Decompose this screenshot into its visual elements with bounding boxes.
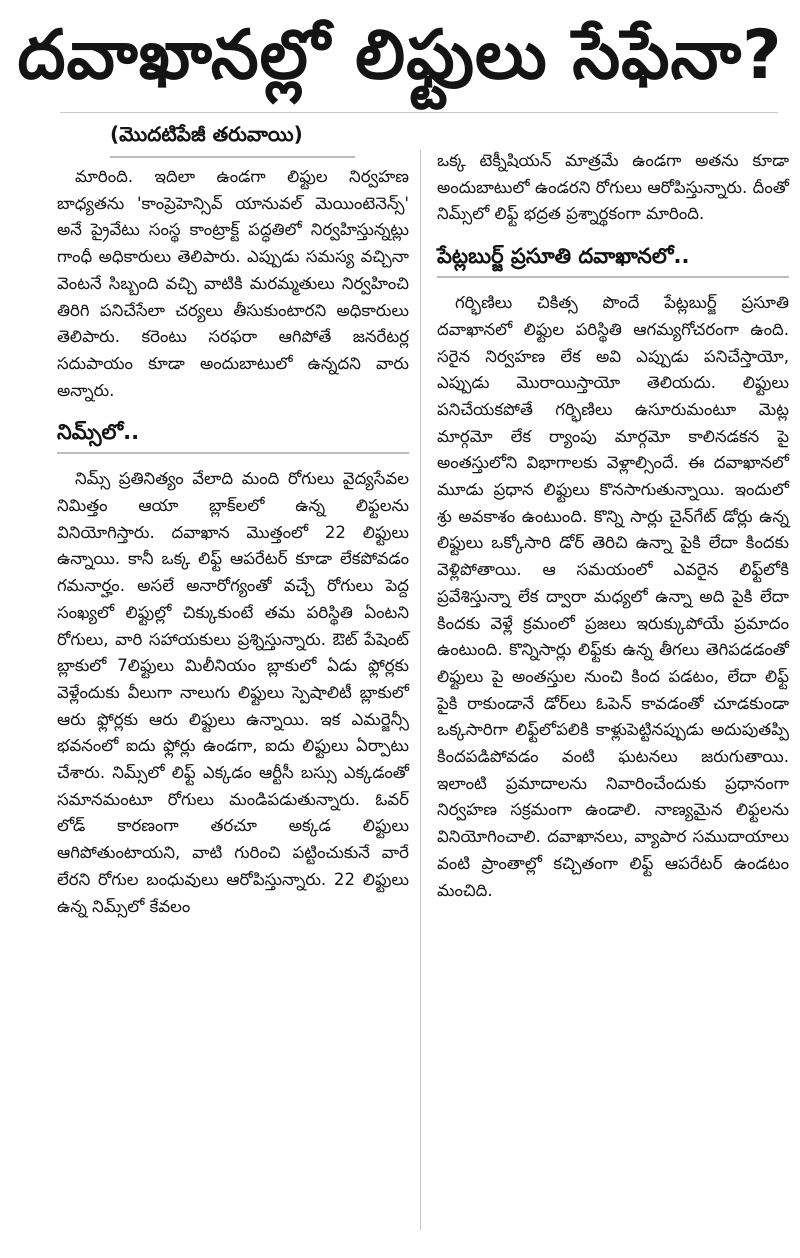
subhead-petlaburj-underline bbox=[437, 276, 789, 278]
right-paragraph-1: ఒక్క టెక్నీషియన్ మాత్రమే ఉండగా అతను కూడా అందుబాటులో ఉండరని రోగులు ఆరోపిస్తున్నారు. దీంతో నిమ్స్‌లో లిఫ్ట్ భద్రత ప్రశ్నార్థకంగా మారింది. bbox=[437, 151, 789, 224]
left-column bbox=[57, 164, 409, 920]
right-column bbox=[437, 148, 789, 904]
right-paragraph-2: గర్భిణిలు చికిత్స పొందే పేట్లబుర్జ్ ప్రసూతి దవాఖానలో లిఫ్టుల పరిస్థితి ఆగమ్యగోచరంగా ఉంది. సరైన నిర్వహణ లేక అవి ఎప్పుడు పనిచేస్తాయో, ఎప్పుడు మొరాయిస్తాయో తెలియదు. లిఫ్టులు పనిచేయకపోతే గర్భిణిలు ఉసూరుమంటూ మెట్ల మార్గమో లేక ర్యాంపు మార్గమో కాలినడకన పై అంతస్తులోని విభాగాలకు వెళ్లాల్సిందే. ఈ దవాఖానలో మూడు ప్రధాన లిఫ్టులు కొనసాగుతున్నాయి. ఇందులో శ్రు అవకాశం ఉంటుంది. కొన్ని సార్లు చైన్‌గేట్ డోర్లు ఉన్న లిఫ్టులు ఒక్కోసారి డోర్ తెరిచి ఉన్నా పైకి లేదా కిందకు వెళ్లిపోతాయి. ఆ సమయంలో ఎవరైన లిఫ్ట్‌లోకి ప్రవేశిస్తున్నా లేక ద్వారా మధ్యలో ఉన్నా అది పైకి లేదా కిందకు వెళ్లే క్రమంలో ప్రజలు ఇరుక్కుపోయే ప్రమాదం ఉంటుంది. కొన్నిసార్లు లిఫ్ట్‌కు ఉన్న తీగలు తెగిపడడంతో లిఫ్టులు పై అంతస్తుల నుంచి కింద పడటం, లేదా లిఫ్ట్ పైకి రాకుండానే డోర్‌లు ఓపెన్ కావడంతో చూడకుండా ఒక్కసారిగా లిఫ్ట్‌లోపలికి కాళ్లుపెట్టినప్పుడు అదుపుతప్పి కిందపడిపోవడం వంటి ఘటనలు జరుగుతాయి. ఇలాంటి ప్రమాదాలను నివారించేందుకు ప్రధానంగా నిర్వహణ సక్రమంగా ఉండాలి. నాణ్యమైన లిఫ్టలను వినియోగించాలి. దవాఖానలు, వ్యాపార సముదాయాలు వంటి ప్రాంతాల్లో కచ్చితంగా లిఫ్ట్ ఆపరేటర్ ఉండటం మంచిది. bbox=[437, 293, 789, 900]
subhead-petlaburj: పేట్లబుర్జ్ ప్రసూతి దవాఖానలో.. bbox=[437, 244, 690, 269]
left-paragraph-1: మారింది. ఇదిలా ఉండగా లిఫ్టుల నిర్వహణ బాధ్యతను 'కాంప్రెహెన్సివ్ యానువల్ మెయింటెనెన్స్' అనే ప్రైవేటు సంస్థ కాంట్రాక్ట్ పద్ధతిలో నిర్వహిస్తున్నట్లు గాంధీ అధికారులు తెలిపారు. ఎప్పుడు సమస్య వచ్చినా వెంటనే సిబ్బంది వచ్చి వాటికి మరమ్మతులు నిర్వహించి తిరిగి పనిచేసేలా చర్యలు తీసుకుంటారని అధికారులు తెలిపారు. కరెంటు సరఫరా ఆగిపోతే జనరేటర్ల సదుపాయం కూడా అందుబాటులో ఉన్నదని వారు అన్నారు. bbox=[57, 167, 409, 400]
continued-label: (మొదటిపేజీ తరువాయి) bbox=[110, 122, 303, 146]
continued-underline bbox=[110, 156, 355, 158]
subhead-nims-underline bbox=[57, 452, 409, 454]
headline: దవాఖానల్లో లిఫ్టులు సేఫేనా? bbox=[17, 16, 783, 95]
column-divider bbox=[420, 150, 421, 1230]
headline-divider bbox=[60, 112, 778, 113]
left-paragraph-2: నిమ్స్ ప్రతినిత్యం వేలాది మంది రోగులు వైద్యసేవల నిమిత్తం ఆయా బ్లాక్‌లలో ఉన్న లిఫ్టలను వినియోగిస్తారు. దవాఖాన మొత్తంలో 22 లిఫ్టులు ఉన్నాయి. కానీ ఒక్క లిఫ్ట్ ఆపరేటర్ కూడా లేకపోవడం గమనార్హం. అసలే అనారోగ్యంతో వచ్చే రోగులు పెద్ద సంఖ్యలో లిఫ్టుల్లో చిక్కుకుంటే తమ పరిస్థితి ఏంటని రోగులు, వారి సహాయకులు ప్రశ్నిస్తున్నారు. ఔట్ పేషెంట్ బ్లాకులో 7లిఫ్టులు మిలీనియం బ్లాకులో ఏడు ఫ్లోర్లకు వెళ్లేందుకు వీలుగా నాలుగు లిఫ్టులు స్పెషాలిటీ బ్లాకులో ఆరు ఫ్లోర్లకు ఆరు లిఫ్టులు ఉన్నాయి. ఇక ఎమర్జెన్సీ భవనంలో ఐదు ఫ్లోర్లు ఉండగా, ఐదు లిఫ్టులు ఏర్పాటు చేశారు. నిమ్స్‌లో లిఫ్ట్ ఎక్కడం ఆర్టీసీ బస్సు ఎక్కడంతో సమానమంటూ రోగులు మండిపడుతున్నారు. ఓవర్ లోడ్ కారణంగా తరచూ అక్కడ లిఫ్టులు ఆగిపోతుంటాయని, వాటి గురించి పట్టించుకునే వారే లేరని రోగుల బంధువులు ఆరోపిస్తున్నారు. 22 లిఫ్టులు ఉన్న నిమ్స్‌లో కేవలం bbox=[57, 469, 409, 916]
subhead-nims: నిమ్స్‌లో.. bbox=[57, 420, 140, 445]
